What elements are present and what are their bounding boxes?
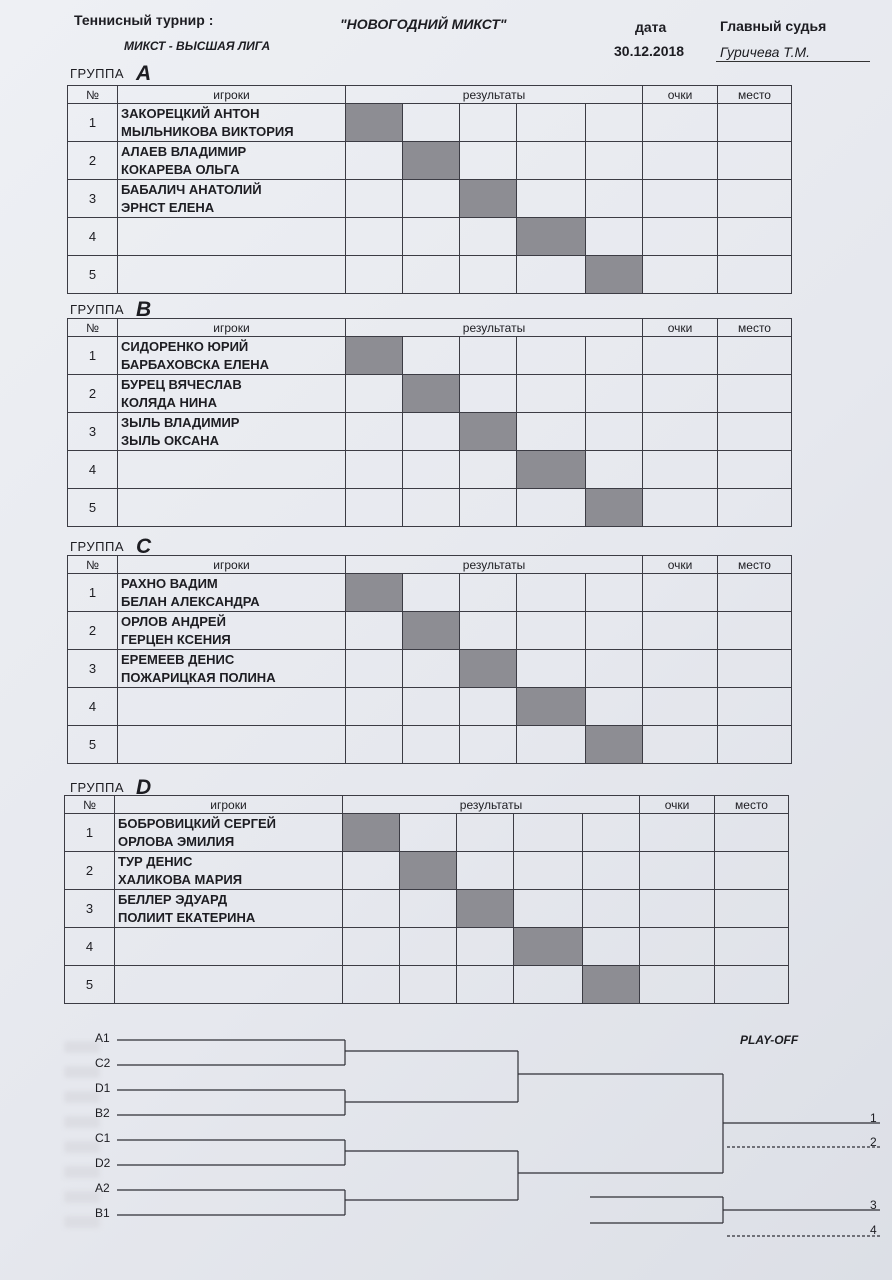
row-number: 5 [68,489,118,527]
seed-label: B2 [95,1106,110,1120]
col-header-points: очки [643,86,718,104]
player-name: БОБРОВИЦКИЙ СЕРГЕЙ [118,815,276,831]
col-header-results: результаты [346,556,643,574]
seed-label: B1 [95,1206,110,1220]
player-name: ХАЛИКОВА МАРИЯ [118,871,243,887]
row-number: 3 [68,413,118,451]
row-number: 1 [68,574,118,612]
seed-label: D2 [95,1156,111,1170]
player-name: БАРБАХОВСКА ЕЛЕНА [121,356,270,372]
col-header-players: игроки [115,796,343,814]
row-number: 1 [68,337,118,375]
player-name: ТУР ДЕНИС [118,853,193,869]
row-number: 2 [68,142,118,180]
col-header-num: № [68,556,118,574]
player-name: ОРЛОВ АНДРЕЙ [121,613,226,629]
group-label-text: ГРУППА [70,780,125,795]
seed-label: C2 [95,1056,111,1070]
player-name: СИДОРЕНКО ЮРИЙ [121,338,249,354]
event-name: "НОВОГОДНИЙ МИКСТ" [340,16,507,32]
row-number: 2 [68,375,118,413]
player-name: ГЕРЦЕН КСЕНИЯ [121,631,231,647]
col-header-players: игроки [118,319,346,337]
tournament-label: Теннисный турнир : [74,12,214,28]
player-name: КОКАРЕВА ОЛЬГА [121,161,240,177]
place-label: 1 [870,1111,877,1125]
group-letter: A [136,62,152,85]
col-header-points: очки [640,796,715,814]
row-number: 4 [68,218,118,256]
player-name: ПОЛИИТ ЕКАТЕРИНА [118,909,256,925]
player-name: ЗЫЛЬ ОКСАНА [121,432,220,448]
group-letter: D [136,776,152,799]
player-name: БУРЕЦ ВЯЧЕСЛАВ [121,376,242,392]
col-header-num: № [65,796,115,814]
seed-label: A1 [95,1031,110,1045]
row-number: 4 [68,451,118,489]
col-header-num: № [68,86,118,104]
player-name: ЗАКОРЕЦКИЙ АНТОН [121,105,260,121]
row-number: 4 [65,928,115,966]
seed-label: A2 [95,1181,110,1195]
seed-label: D1 [95,1081,111,1095]
row-number: 2 [68,612,118,650]
player-name: БАБАЛИЧ АНАТОЛИЙ [121,181,262,197]
date-value: 30.12.2018 [614,43,685,59]
col-header-results: результаты [343,796,640,814]
player-name: ПОЖАРИЦКАЯ ПОЛИНА [121,669,276,685]
group-label-text: ГРУППА [70,66,125,81]
group-label-text: ГРУППА [70,539,125,554]
date-label: дата [635,19,667,35]
row-number: 3 [65,890,115,928]
player-name: КОЛЯДА НИНА [121,394,217,410]
row-number: 3 [68,180,118,218]
judge-name: Гуричева Т.М. [720,44,811,60]
player-name: БЕЛЛЕР ЭДУАРД [118,891,228,907]
seed-label: C1 [95,1131,111,1145]
col-header-players: игроки [118,556,346,574]
col-header-place: место [718,556,792,574]
row-number: 5 [68,726,118,764]
col-header-points: очки [643,556,718,574]
league-name: МИКСТ - ВЫСШАЯ ЛИГА [124,39,271,53]
player-name: ЗЫЛЬ ВЛАДИМИР [121,414,240,430]
playoff-title: PLAY-OFF [740,1033,799,1047]
row-number: 4 [68,688,118,726]
col-header-place: место [715,796,789,814]
row-number: 5 [65,966,115,1004]
col-header-num: № [68,319,118,337]
col-header-results: результаты [346,86,643,104]
row-number: 1 [65,814,115,852]
player-name: ОРЛОВА ЭМИЛИЯ [118,833,235,849]
place-label: 4 [870,1223,877,1237]
place-label: 2 [870,1135,877,1149]
col-header-results: результаты [346,319,643,337]
player-name: ЕРЕМЕЕВ ДЕНИС [121,651,235,667]
row-number: 5 [68,256,118,294]
col-header-players: игроки [118,86,346,104]
player-name: ЭРНСТ ЕЛЕНА [121,199,215,215]
group-letter: C [136,535,152,558]
col-header-points: очки [643,319,718,337]
group-label-text: ГРУППА [70,302,125,317]
row-number: 2 [65,852,115,890]
group-letter: B [136,298,152,321]
row-number: 3 [68,650,118,688]
player-name: МЫЛЬНИКОВА ВИКТОРИЯ [121,123,294,139]
col-header-place: место [718,86,792,104]
place-label: 3 [870,1198,877,1212]
row-number: 1 [68,104,118,142]
judge-label: Главный судья [720,18,827,34]
col-header-place: место [718,319,792,337]
player-name: РАХНО ВАДИМ [121,575,218,591]
player-name: БЕЛАН АЛЕКСАНДРА [121,593,260,609]
player-name: АЛАЕВ ВЛАДИМИР [121,143,247,159]
